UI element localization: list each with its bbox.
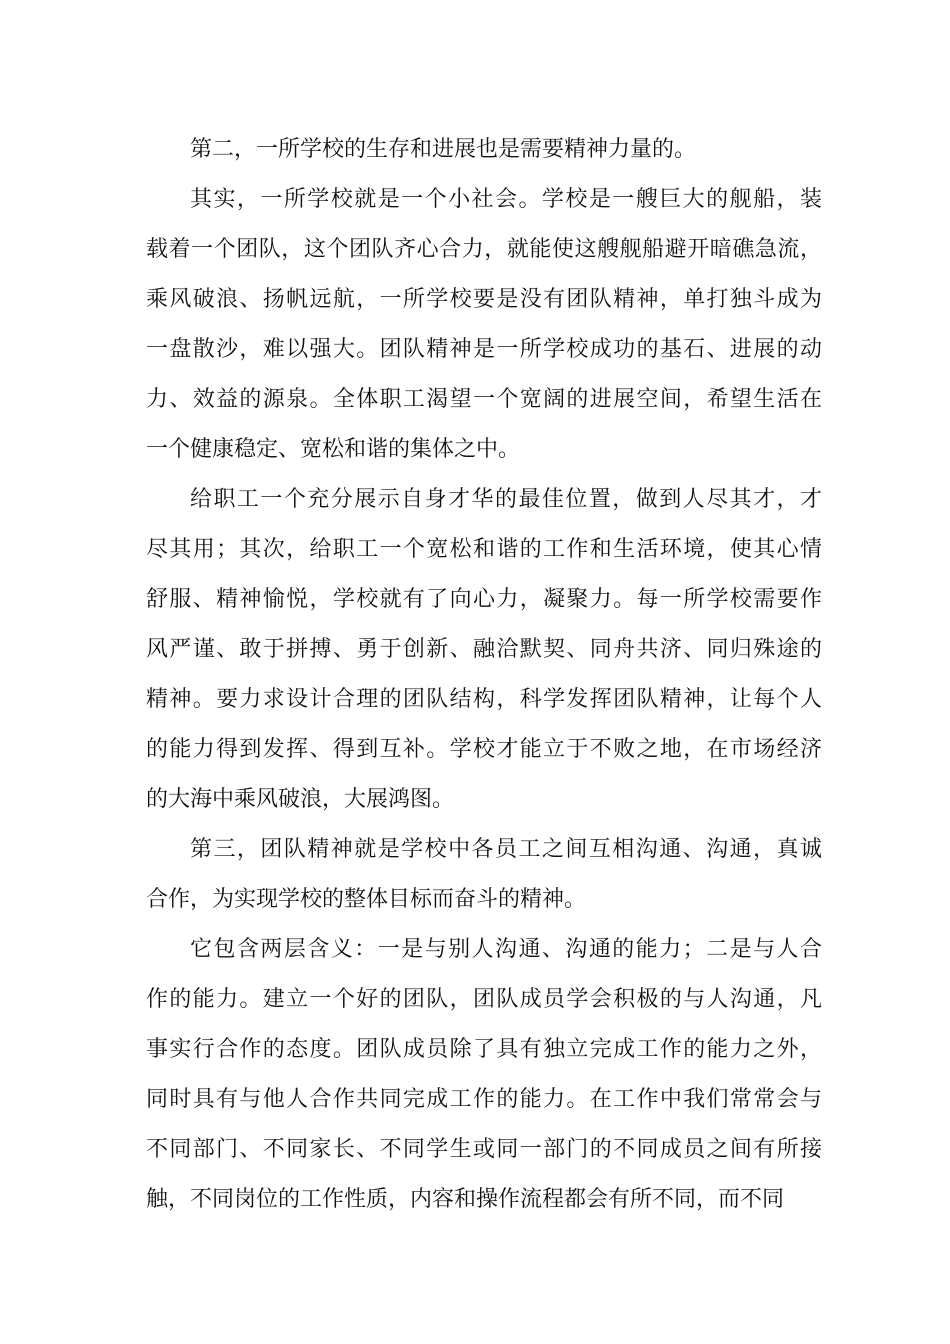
paragraph-line: 一盘散沙，难以强大。团队精神是一所学校成功的基石、进展的动 xyxy=(146,337,822,362)
paragraph-line: 第三，团队精神就是学校中各员工之间互相沟通、沟通，真诚 xyxy=(190,837,822,862)
paragraph-line: 它包含两层含义：一是与别人沟通、沟通的能力；二是与人合 xyxy=(190,937,822,962)
paragraph-line: 一个健康稳定、宽松和谐的集体之中。 xyxy=(146,437,521,462)
paragraph-line: 载着一个团队，这个团队齐心合力，就能使这艘舰船避开暗礁急流， xyxy=(146,237,822,262)
paragraph-line: 其实，一所学校就是一个小社会。学校是一艘巨大的舰船，装 xyxy=(190,187,822,212)
paragraph-line: 同时具有与他人合作共同完成工作的能力。在工作中我们常常会与 xyxy=(146,1087,822,1112)
paragraph-line: 给职工一个充分展示自身才华的最佳位置，做到人尽其才，才 xyxy=(190,487,822,512)
document-body xyxy=(146,125,822,1225)
paragraph xyxy=(146,925,822,1225)
paragraph-line: 风严谨、敢于拼搏、勇于创新、融洽默契、同舟共济、同归殊途的 xyxy=(146,637,822,662)
paragraph xyxy=(146,125,822,175)
paragraph-line: 的大海中乘风破浪，大展鸿图。 xyxy=(146,787,455,812)
paragraph-line: 第二，一所学校的生存和进展也是需要精神力量的。 xyxy=(190,137,697,162)
paragraph-line: 乘风破浪、扬帆远航，一所学校要是没有团队精神，单打独斗成为 xyxy=(146,287,822,312)
paragraph-line: 力、效益的源泉。全体职工渴望一个宽阔的进展空间，希望生活在 xyxy=(146,387,822,412)
paragraph-line: 的能力得到发挥、得到互补。学校才能立于不败之地，在市场经济 xyxy=(146,737,822,762)
paragraph-line: 精神。要力求设计合理的团队结构，科学发挥团队精神，让每个人 xyxy=(146,687,822,712)
paragraph-line: 触，不同岗位的工作性质，内容和操作流程都会有所不同，而不同 xyxy=(146,1187,785,1212)
paragraph xyxy=(146,175,822,475)
paragraph-line: 事实行合作的态度。团队成员除了具有独立完成工作的能力之外， xyxy=(146,1037,822,1062)
paragraph xyxy=(146,475,822,825)
paragraph-line: 舒服、精神愉悦，学校就有了向心力，凝聚力。每一所学校需要作 xyxy=(146,587,822,612)
paragraph-line: 不同部门、不同家长、不同学生或同一部门的不同成员之间有所接 xyxy=(146,1137,822,1162)
paragraph-line: 合作，为实现学校的整体目标而奋斗的精神。 xyxy=(146,887,587,912)
paragraph-line: 作的能力。建立一个好的团队，团队成员学会积极的与人沟通，凡 xyxy=(146,987,822,1012)
paragraph xyxy=(146,825,822,925)
paragraph-line: 尽其用；其次，给职工一个宽松和谐的工作和生活环境，使其心情 xyxy=(146,537,822,562)
